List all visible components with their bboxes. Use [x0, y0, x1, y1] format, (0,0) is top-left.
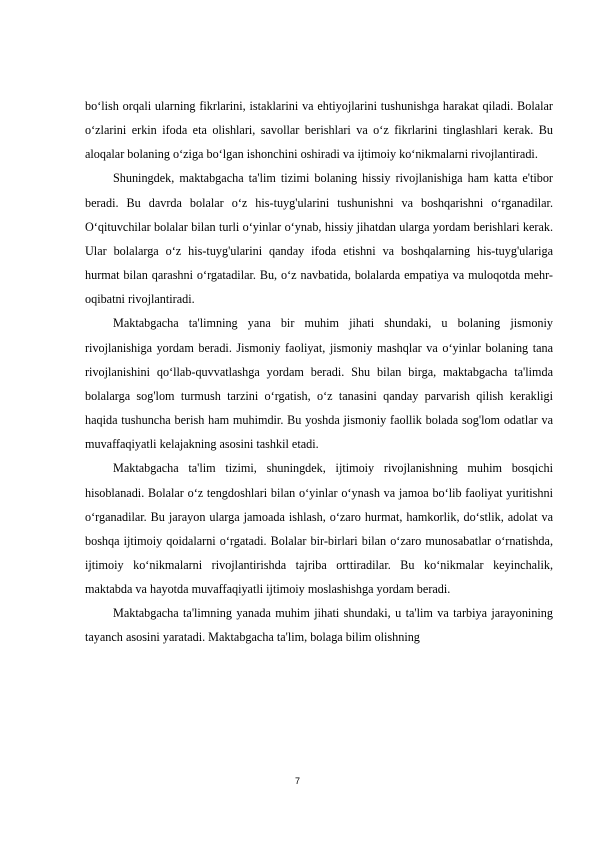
paragraph-education-foundation: Maktabgacha ta'limning yanada muhim jihati shundaki, u ta'lim va tarbiya jarayonining tayanch asosini yaratadi. Maktabgacha ta'lim, bolaga bilim olishning	[85, 606, 553, 645]
paragraph-physical-development: Maktabgacha ta'limning yana bir muhim jihati shundaki, u bolaning jismoniy rivojlanishiga yordam beradi. Jismoniy faoliyat, jismoniy mashqlar va o‘yinlar bolaning tana rivojlanishini qo‘llab-quvvatlashga yordam beradi. Shu bilan birga, maktabgacha ta'limda bolalarga sog'lom turmush tarzini o‘rgatish, o‘z tanasini qanday parvarish qilish kerakligi haqida tushuncha berish ham muhimdir. Bu yoshda jismoniy faollik bolada sog'lom odatlar va muvaffaqiyatli kelajakning asosini tashkil etadi.	[85, 316, 553, 452]
paragraph-social-development: Maktabgacha ta'lim tizimi, shuningdek, ijtimoiy rivojlanishning muhim bosqichi hisoblanadi. Bolalar o‘z tengdoshlari bilan o‘yinlar o‘ynash va jamoa bo‘lib faoliyat yuritishni o‘rganadilar. Bu jarayon ularga jamoada ishlash, o‘zaro hurmat, hamkorlik, do‘stlik, adolat va boshqa ijtimoiy qoidalarni o‘rgatadi. Bolalar bir-birlari bilan o‘zaro munosabatlar o‘rnatishda, ijtimoiy ko‘nikmalarni rivojlantirishda tajriba orttiradilar. Bu ko‘nikmalar keyinchalik, maktabda va hayotda muvaffaqiyatli ijtimoiy moslashishga yordam beradi.	[85, 461, 553, 597]
body-text	[85, 94, 553, 650]
paragraph-emotional-development: Shuningdek, maktabgacha ta'lim tizimi bolaning hissiy rivojlanishiga ham katta e'tibor beradi. Bu davrda bolalar o‘z his-tuyg'ularini tushunishni va boshqarishni o‘rganadilar. O‘qituvchilar bolalar bilan turli o‘yinlar o‘ynab, hissiy jihatdan ularga yordam berishlari kerak. Ular bolalarga o‘z his-tuyg'ularini qanday ifoda etishni va boshqalarning his-tuyg'ulariga hurmat bilan qarashni o‘rgatadilar. Bu, o‘z navbatida, bolalarda empatiya va muloqotda mehr-oqibatni rivojlantiradi.	[85, 171, 553, 307]
paragraph-continuation: bo‘lish orqali ularning fikrlarini, istaklarini va ehtiyojlarini tushunishga harakat qiladi. Bolalar o‘zlarini erkin ifoda eta olishlari, savollar berishlari va o‘z fikrlarini tinglashlari kerak. Bu aloqalar bolaning o‘ziga bo‘lgan ishonchini oshiradi va ijtimoiy ko‘nikmalarni rivojlantiradi.	[85, 99, 553, 162]
page-number: 7	[294, 776, 300, 786]
